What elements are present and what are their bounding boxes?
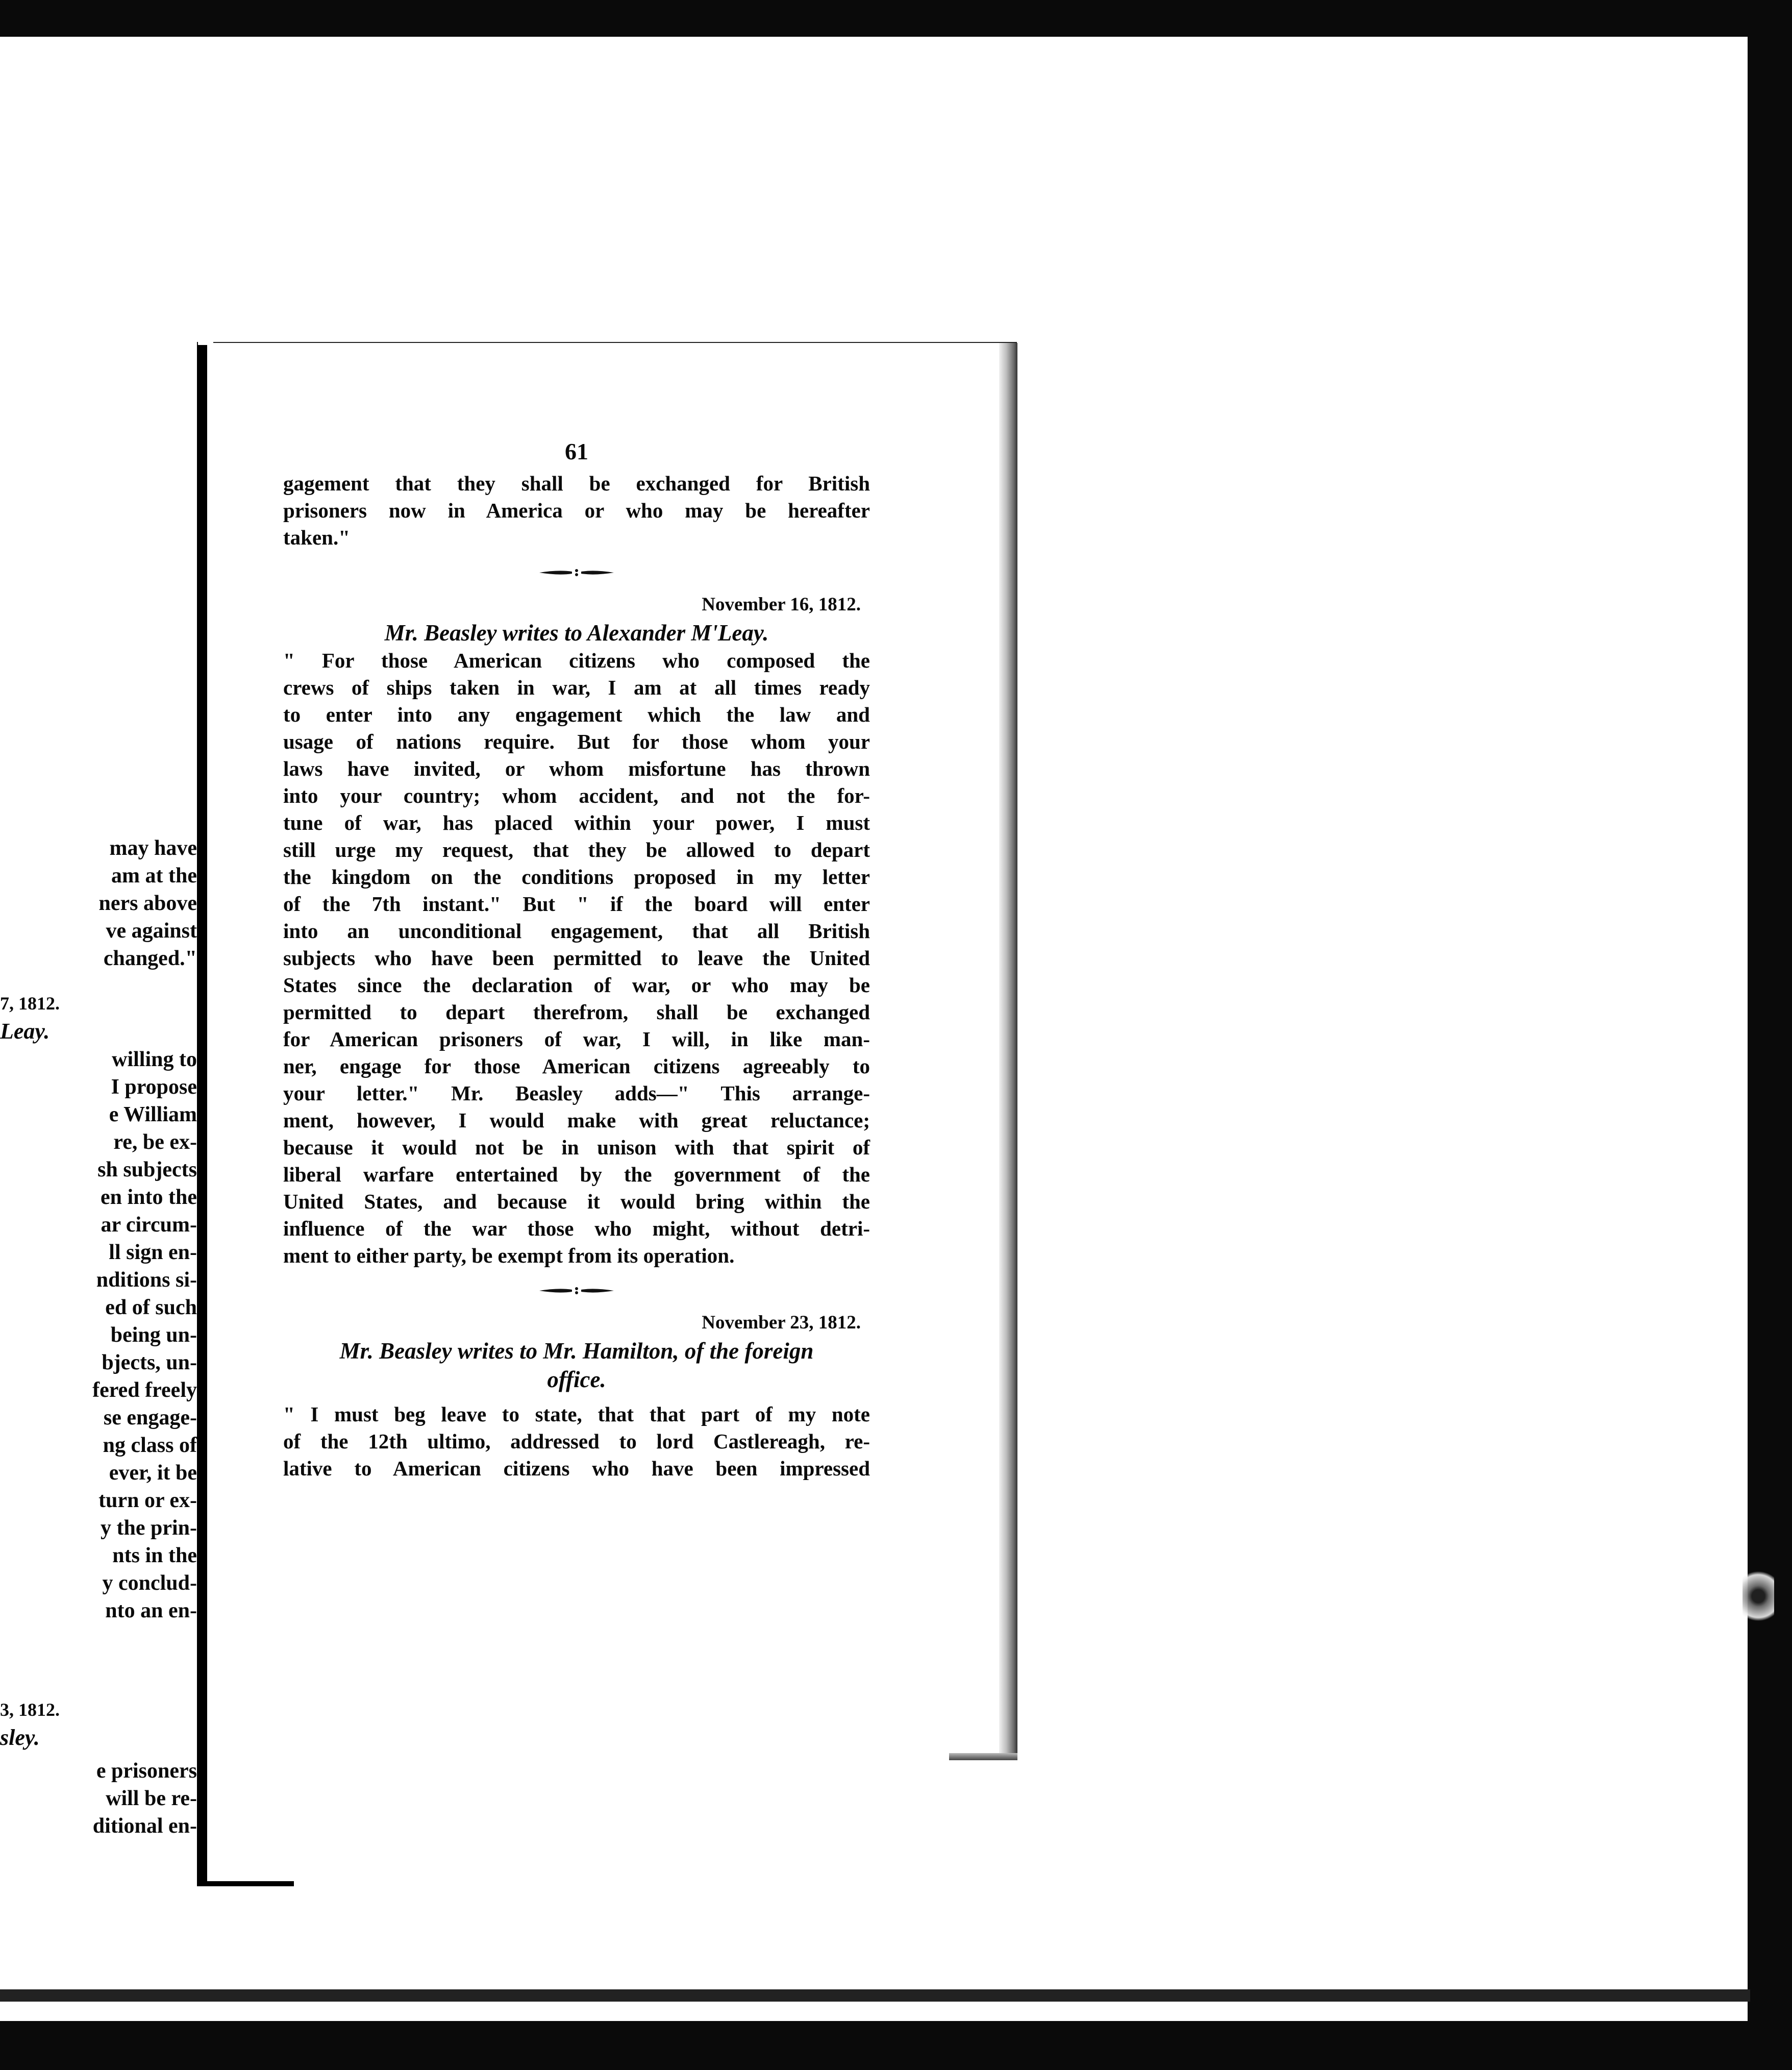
text-line: ment, however, I would make with great reluctance; xyxy=(283,1108,870,1132)
page-corner-shadow xyxy=(949,1753,1017,1760)
text-line: your letter." Mr. Beasley adds—" This arrange- xyxy=(283,1081,870,1105)
text-line: of the 7th instant." But " if the board will enter xyxy=(283,892,870,916)
text-line: ner, engage for those American citizens agreeably to xyxy=(283,1054,870,1078)
text-line: usage of nations require. But for those whom your xyxy=(283,730,870,753)
text-line: permitted to depart therefrom, shall be exchanged xyxy=(283,1000,870,1024)
text-line: laws have invited, or whom misfortune has thrown xyxy=(283,757,870,780)
text-line: gagement that they shall be exchanged for British xyxy=(283,472,870,495)
left-text-line: willing to xyxy=(112,1048,197,1071)
left-text-line: ever, it be xyxy=(109,1461,197,1485)
left-page-text xyxy=(0,834,197,1840)
page-edge-shadow xyxy=(999,343,1017,1759)
section-separator xyxy=(283,1277,870,1304)
letter-body xyxy=(283,647,870,1269)
text-line: United States, and because it would bring within the xyxy=(283,1190,870,1213)
text-line: for American prisoners of war, I will, in like man- xyxy=(283,1027,870,1051)
text-line: into an unconditional engagement, that all British xyxy=(283,919,870,943)
left-text-line: may have xyxy=(109,836,197,860)
scan-border-bottom-strip xyxy=(0,1989,1750,2002)
text-line: the kingdom on the conditions proposed in my letter xyxy=(283,865,870,889)
text-line: tune of war, has placed within your power, I must xyxy=(283,811,870,834)
left-text-line: ar circum- xyxy=(101,1213,197,1237)
text-line: influence of the war those who might, without detri- xyxy=(283,1217,870,1240)
left-text-line: nto an en- xyxy=(105,1599,197,1622)
left-text-line: en into the xyxy=(101,1186,197,1209)
paragraph-continuation xyxy=(283,470,870,551)
left-text-line: being un- xyxy=(110,1323,197,1347)
left-text-line: ed of such xyxy=(105,1296,197,1319)
text-line: to enter into any engagement which the law and xyxy=(283,703,870,726)
left-page xyxy=(0,342,198,1838)
left-text-line: se engage- xyxy=(103,1406,197,1430)
left-text-line: e prisoners xyxy=(96,1759,197,1783)
left-text-line: turn or ex- xyxy=(98,1489,197,1512)
left-text-line: will be re- xyxy=(106,1787,197,1810)
left-text-line: ditional en- xyxy=(92,1814,197,1838)
text-line: lative to American citizens who have been impressed xyxy=(283,1457,870,1480)
left-date-fragment: 3, 1812. xyxy=(0,1699,60,1720)
left-text-line: y the prin- xyxy=(101,1516,197,1540)
left-text-line: nditions si- xyxy=(96,1268,197,1292)
scan-border-right xyxy=(1748,0,1792,2070)
book-gutter xyxy=(197,345,207,1881)
left-heading-fragment: Leay. xyxy=(0,1019,50,1044)
text-line: " I must beg leave to state, that that part of my note xyxy=(283,1402,870,1426)
letter-body xyxy=(283,1401,870,1482)
page-number: 61 xyxy=(565,438,588,464)
left-text-line: nts in the xyxy=(112,1544,197,1567)
scan-border-bottom xyxy=(0,2021,1792,2070)
text-line: still urge my request, that they be allowed to depart xyxy=(283,838,870,861)
left-text-line: ners above xyxy=(98,892,197,915)
left-text-line: bjects, un- xyxy=(102,1351,197,1374)
text-line: taken." xyxy=(283,526,350,549)
text-line: of the 12th ultimo, addressed to lord Castlereagh, re- xyxy=(283,1430,870,1453)
letter-heading-continued: office. xyxy=(547,1367,606,1392)
left-text-line: am at the xyxy=(111,864,197,888)
text-line: prisoners now in America or who may be hereafter xyxy=(283,499,870,522)
left-text-line: re, be ex- xyxy=(113,1130,197,1154)
left-text-line: changed." xyxy=(103,947,197,970)
left-text-line: ll sign en- xyxy=(109,1241,197,1264)
letter-heading: Mr. Beasley writes to Mr. Hamilton, of the foreign xyxy=(339,1338,814,1364)
text-line: into your country; whom accident, and not the for- xyxy=(283,784,870,807)
scan-border-top xyxy=(0,0,1792,37)
text-line: ment to either party, be exempt from its operation. xyxy=(283,1244,735,1267)
text-line: subjects who have been permitted to leave the United xyxy=(283,946,870,970)
text-line: liberal warfare entertained by the government of the xyxy=(283,1163,870,1186)
left-date-fragment: 7, 1812. xyxy=(0,993,60,1014)
text-line: crews of ships taken in war, I am at all times ready xyxy=(283,676,870,699)
left-heading-fragment: sley. xyxy=(0,1725,40,1750)
right-page-text xyxy=(283,436,870,1482)
left-text-line: sh subjects xyxy=(97,1158,197,1181)
text-line: " For those American citizens who composed the xyxy=(283,649,870,672)
scan-smudge xyxy=(1743,1564,1774,1628)
left-text-line: I propose xyxy=(111,1075,197,1099)
section-separator xyxy=(283,559,870,586)
letter-date: November 23, 1812. xyxy=(702,1312,861,1333)
letter-heading: Mr. Beasley writes to Alexander M'Leay. xyxy=(384,620,769,646)
left-text-line: ve against xyxy=(106,919,197,943)
book-gutter-foot xyxy=(197,1881,294,1886)
left-text-line: y conclud- xyxy=(102,1571,197,1595)
letter-date: November 16, 1812. xyxy=(702,594,861,615)
text-line: because it would not be in unison with that spirit of xyxy=(283,1136,870,1159)
text-line: States since the declaration of war, or who may be xyxy=(283,973,870,997)
left-text-line: ng class of xyxy=(103,1434,197,1457)
left-text-line: fered freely xyxy=(92,1378,197,1402)
left-text-line: e William xyxy=(109,1103,197,1126)
